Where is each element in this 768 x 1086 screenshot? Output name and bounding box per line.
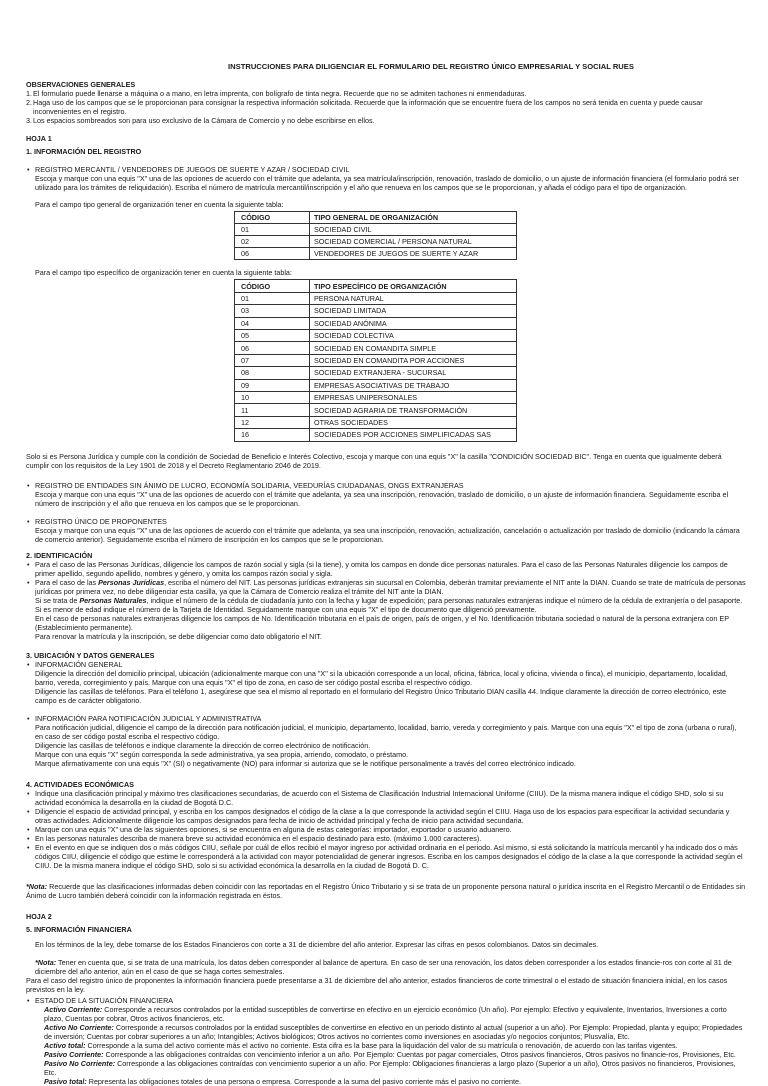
- bullet-dot: •: [27, 713, 30, 723]
- code-cell: 03: [235, 305, 310, 317]
- name-cell: SOCIEDAD EXTRANJERA - SUCURSAL: [310, 367, 517, 379]
- bullet-text: Diligencie las casillas de teléfonos e indique claramente la dirección de correo electrónico de notificación.: [35, 740, 371, 750]
- name-cell: PERSONA NATURAL: [310, 292, 517, 304]
- definition-item: [35, 1059, 746, 1077]
- item-number: 3.: [26, 116, 32, 126]
- bullet-text: Indique una clasificación principal y máximo tres clasificaciones secundarias, de acuerdo con el Sistema de Clasificación Industrial Internacional Uniforme (CIIU). De la misma manera indique el código SHD, solo si su actividad económica la desarrolla en la ciudad de Bogotá D.C.: [35, 788, 724, 807]
- table-row: [235, 367, 517, 379]
- list-item: [26, 834, 746, 843]
- section-2-heading: 2. IDENTIFICACIÓN: [26, 550, 93, 560]
- bullet-text: Marque con una equis "X" según corresponda la sede administrativa, ya sea propia, arriendo, comodato, o préstamo.: [35, 749, 409, 759]
- bullet-identificacion-2: [26, 578, 746, 641]
- bullet-text: En el evento en que se indiquen dos o más códigos CIIU, señale por cuál de ellos recibió el mayor ingreso por actividad ordinaria en el periodo. Así mismo, si está solicitando la matrícula mercantil y ha indicado dos o más códigos CIIU, diligencie el código que estime le corresponderá a la actividad con mayor potencialidad de generar ingresos. Escriba en los campos designados el código de la clase a la que corresponde la actividad según el CIIU. De la misma manera indique el código SHD, solo si su actividad económica la desarrolla en la ciudad de Bogotá D. C.: [35, 842, 743, 870]
- bullet-text: [35, 578, 746, 596]
- table-row: [235, 248, 517, 260]
- bullet-informacion-general: [26, 660, 746, 705]
- bullet-text: Marque con una equis "X" una de las siguientes opciones, si se encuentra en alguna de estas categorías: importador, exportador o usuario aduanero.: [35, 824, 512, 834]
- definition-text: Representa las obligaciones totales de una persona o empresa. Corresponde a la suma del pasivo corriente más el pasivo no corriente.: [86, 1076, 522, 1086]
- bullet-heading: REGISTRO MERCANTIL / VENDEDORES DE JUEGOS DE SUERTE Y AZAR / SOCIEDAD CIVIL: [35, 165, 350, 175]
- bullet-esal: [26, 481, 746, 508]
- code-cell: 12: [235, 416, 310, 428]
- item-number: 1.: [26, 89, 32, 99]
- definition-item: [35, 1050, 746, 1059]
- observaciones-list: [26, 89, 746, 125]
- bullet-dot: •: [27, 788, 30, 798]
- bullet-text: Diligencie las casillas de teléfonos. Para el teléfono 1, asegúrese que sea el mismo al reportado en el formulario del Registro Único Tributario DIAN casilla 44. Indique claramente la dirección de correo electrónico, este campo es de carácter obligatorio.: [35, 686, 727, 705]
- code-cell: 05: [235, 330, 310, 342]
- header-cell: CÓDIGO: [235, 212, 310, 224]
- table-row: [235, 236, 517, 248]
- section-5-heading: 5. INFORMACIÓN FINANCIERA: [26, 924, 132, 934]
- code-cell: 01: [235, 224, 310, 236]
- section-1-heading: 1. INFORMACIÓN DEL REGISTRO: [26, 147, 142, 157]
- bullet-text: En las personas naturales describa de manera breve su actividad económica en el espacio destinado para esto. (máximo 1.000 caracteres).: [35, 833, 482, 843]
- bullet-dot: •: [27, 480, 30, 490]
- sociedad-bic-paragraph: Solo si es Persona Jurídica y cumple con la condición de Sociedad de Beneficio e Interés Colectivo, escoja y marque con una equis "X" la casilla "CONDICIÓN SOCIEDAD BIC". Tenga en cuenta que igualmente deberá cumplir con los requisitos de la Ley 1901 de 2018 y el Decreto Reglamentario 2046 de 2019.: [26, 451, 722, 470]
- definition-text: Corresponde a la suma del activo corriente más el activo no corriente. Esta cifra es la base para la liquidación del valor de su matrícula o renovación, de acuerdo con las tarifas vigentes.: [85, 1040, 678, 1050]
- name-cell: SOCIEDAD EN COMANDITA SIMPLE: [310, 342, 517, 354]
- bullet-text: En el caso de personas naturales extranjeras diligencie los campos de No. Identificación tributaria en el país de origen, país de origen, y el No. Identificación tributaria sociedad o natural de la persona extranjera con EP (Establecimiento permanente).: [35, 613, 729, 632]
- tipo-especifico-table: [234, 279, 517, 441]
- definition-text: Corresponde a las obligaciones contraídas con vencimiento superior a un año. Por Ejemplo: Obligaciones financieras a largo plazo (Superior a un año), Otros pasivos no financieros, Provisiones, Etc.: [44, 1058, 736, 1077]
- list-item: [26, 98, 746, 116]
- code-cell: 06: [235, 248, 310, 260]
- table-row: [235, 379, 517, 391]
- item-number: 2.: [26, 98, 32, 108]
- bullet-text: Escoja y marque con una equis "X" una de las opciones de acuerdo con el trámite que adelanta, ya sea una inscripción, renovación, traslado de domicilio, o un ajuste de información financiera. Seguidamente escriba el número de inscripción y el año que renueva en los campos que se le proporcionan.: [35, 489, 729, 508]
- bullet-dot: •: [27, 577, 30, 587]
- bullet-registro-mercantil: [26, 165, 746, 192]
- code-cell: 01: [235, 292, 310, 304]
- bullet-identificacion-1: [26, 560, 746, 578]
- bullet-dot: •: [27, 824, 30, 834]
- code-cell: 07: [235, 354, 310, 366]
- bullet-dot: •: [27, 806, 30, 816]
- table-row: [235, 224, 517, 236]
- bullet-notificacion: [26, 714, 746, 768]
- bullet-dot: •: [27, 833, 30, 843]
- section-4-heading: 4. ACTIVIDADES ECONÓMICAS: [26, 779, 134, 789]
- table-row: [235, 392, 517, 404]
- bullet-heading: ESTADO DE LA SITUACIÓN FINANCIERA: [35, 995, 174, 1005]
- text-run: , escriba el número del NIT. Las personas jurídicas extranjeras sin sucursal en Colombia, deberán tramitar previamente el NIT ante la DIAN. Cuando se trate de matrícula de personas jurídicas por primera vez, no debe diligenciar esta casilla, ya que la Cámara de Comercio realiza el trámite del NIT ante la DIAN.: [35, 577, 746, 596]
- definition-item: [35, 1005, 746, 1023]
- code-cell: 10: [235, 392, 310, 404]
- code-cell: 02: [235, 236, 310, 248]
- name-cell: SOCIEDADES POR ACCIONES SIMPLIFICADAS SAS: [310, 429, 517, 441]
- definition-term: Activo Corriente:: [44, 1004, 103, 1014]
- bullet-heading: REGISTRO ÚNICO DE PROPONENTES: [35, 516, 167, 526]
- bullet-text: Para renovar la matrícula y la inscripción, se debe diligenciar como dato obligatorio el NIT.: [35, 631, 322, 641]
- bullet-dot: •: [27, 165, 30, 175]
- name-cell: SOCIEDAD ANÓNIMA: [310, 317, 517, 329]
- emphasis-text: Personas Jurídicas: [98, 577, 165, 587]
- bullet-dot: •: [27, 516, 30, 526]
- list-item: [26, 116, 746, 125]
- bullet-dot: •: [27, 995, 30, 1005]
- bullet-text: [35, 596, 746, 614]
- bullet-heading: INFORMACIÓN GENERAL: [35, 659, 123, 669]
- header-cell: CÓDIGO: [235, 280, 310, 292]
- section-3-heading: 3. UBICACIÓN Y DATOS GENERALES: [26, 650, 155, 660]
- definition-term: Pasivo Corriente:: [44, 1049, 104, 1059]
- definition-term: Pasivo No Corriente:: [44, 1058, 116, 1068]
- bullet-heading: INFORMACIÓN PARA NOTIFICACIÓN JUDICIAL Y ADMINISTRATIVA: [35, 713, 262, 723]
- header-cell: TIPO ESPECÍFICO DE ORGANIZACIÓN: [310, 280, 517, 292]
- name-cell: SOCIEDAD CIVIL: [310, 224, 517, 236]
- tipo-general-table: [234, 211, 517, 260]
- code-cell: 06: [235, 342, 310, 354]
- bullet-dot: •: [27, 842, 30, 852]
- list-item: [26, 825, 746, 834]
- definition-term: Activo total:: [44, 1040, 86, 1050]
- definition-text: Corresponde a recursos controlados por la entidad susceptibles de convertirse en efectivo en un ejercicio económico (Un año). Por ejemplo: Efectivo y equivalente, Inventarios, Inversiones a corto plazo, Cuentas por cobrar, Otros activos financieros, etc.: [44, 1004, 727, 1023]
- note-label: *Nota:: [35, 957, 57, 967]
- table-header-row: [235, 212, 517, 224]
- item-text: El formulario puede llenarse a máquina o a mano, en letra imprenta, con bolígrafo de tinta negra. Recuerde que no se admiten tachones ni enmendaduras.: [33, 89, 527, 99]
- bullet-text: Diligencie el espacio de actividad principal, y escriba en los campos designados el código de la clase a la que corresponde la actividad según el CIIU. Haga uso de los espacios para especificar la actividad secundaria y otras actividades. Adicionalmente diligencie los campos designados para fecha de inicio de actividad principal y fecha de inicio para actividad secundaria.: [35, 806, 730, 825]
- observaciones-heading: OBSERVACIONES GENERALES: [26, 80, 136, 90]
- name-cell: OTRAS SOCIEDADES: [310, 416, 517, 428]
- table-row: [235, 292, 517, 304]
- bullet-heading: REGISTRO DE ENTIDADES SIN ÁNIMO DE LUCRO, ECONOMÍA SOLIDARIA, VEEDURÍAS CIUDADANAS, ONGS EXTRANJERAS: [35, 480, 464, 490]
- code-cell: 04: [235, 317, 310, 329]
- bullet-dot: •: [27, 559, 30, 569]
- definition-term: Activo No Corriente:: [44, 1022, 114, 1032]
- code-cell: 16: [235, 429, 310, 441]
- definition-text: Corresponde a recursos controlados por la entidad susceptibles de convertirse en efectivo en un periodo distinto al actual (superior a un año). Por Ejemplo: Propiedad, planta y equipo; Propiedades de inversión; Cuentas por cobrar superiores a un año; Intangibles; Activos biológicos; Otros activos no corrientes como inversiones en asociadas y/o negocios conjuntos; Plusvalía, Etc.: [44, 1022, 743, 1041]
- name-cell: EMPRESAS ASOCIATIVAS DE TRABAJO: [310, 379, 517, 391]
- nota-paragraph: [26, 882, 746, 900]
- note-label: *Nota:: [26, 881, 48, 891]
- bullet-situacion-financiera: [26, 996, 746, 1086]
- table-row: [235, 317, 517, 329]
- text-run: Para el caso de las: [35, 577, 99, 587]
- note-text: Recuerde que las clasificaciones informadas deben coincidir con las reportadas en el Registro Único Tributario y si se trata de un proponente persona natural o jurídica inscrita en el Registro Mercantil o de Entidades sin Ánimo de Lucro también deberá coincidir con la información registrada en éstos.: [26, 881, 746, 900]
- bullet-dot: •: [27, 659, 30, 669]
- name-cell: VENDEDORES DE JUEGOS DE SUERTE Y AZAR: [310, 248, 517, 260]
- bullet-text: Escoja y marque con una equis "X" una de las opciones de acuerdo con el trámite que adelanta, ya sea matrícula/inscripción, renovación, traslado de domicilio, o un ajuste de información financiera (el formulario podrá ser utilizado para los trámites de reliquidación). Escriba el número de matrícula mercantil/inscripción y el año que renueva en los campos que se le proporcionan, y añada el código para el tipo de organización.: [35, 174, 739, 193]
- proponentes-paragraph: Para el caso del registro único de proponentes la información financiera puede presentarse a 31 de diciembre del año anterior, estados financieros de corte trimestral o el estado de situación financiera inicial, en los casos previstos en la ley.: [26, 975, 728, 994]
- table-row: [235, 354, 517, 366]
- note-text: Tener en cuenta que, si se trata de una matrícula, los datos deben corresponder al balance de apertura. En caso de ser una renovación, los datos deben corresponder a los estados financie-ros con corte al 31 de diciembre del año anterior, aún en el caso de que se haga cortes semestrales.: [35, 957, 732, 976]
- table-row: [235, 330, 517, 342]
- definition-text: Corresponde a las obligaciones contraídas con vencimiento inferior a un año. Por Ejemplo: Cuentas por pagar comerciales, Otros pasivos financieros, Otros pasivos no financie-ros, Provisiones, Etc.: [103, 1049, 736, 1059]
- table-row: [235, 342, 517, 354]
- table-header-row: [235, 280, 517, 292]
- bullet-text: Escoja y marque con una equis "X" una de las opciones de acuerdo con el trámite que adelanta, ya sea una inscripción, renovación, actualización, cancelación o actualización por traslado de domicilio (indicando la cámara de comercio anterior). Seguidamente escriba el número de inscripción en los campos que se le proporcionan.: [35, 525, 740, 544]
- header-cell: TIPO GENERAL DE ORGANIZACIÓN: [310, 212, 517, 224]
- hoja-2-label: HOJA 2: [26, 911, 52, 921]
- name-cell: SOCIEDAD COMERCIAL / PERSONA NATURAL: [310, 236, 517, 248]
- code-cell: 09: [235, 379, 310, 391]
- definition-item: [35, 1023, 746, 1041]
- bullet-text: Para el caso de las Personas Jurídicas, diligencie los campos de razón social y sigla (si la tiene), y omita los campos en donde dice personas naturales. Para el caso de las Personas Naturales diligencie los campos de primer apellido, segundo apellido, nombres y género, y omita los campos razón social y sigla.: [35, 559, 728, 578]
- table-row: [235, 416, 517, 428]
- list-item: [26, 89, 746, 98]
- name-cell: EMPRESAS UNIPERSONALES: [310, 392, 517, 404]
- emphasis-text: Personas Naturales: [79, 595, 147, 605]
- definition-item: [35, 1077, 746, 1086]
- table-2-intro: Para el campo tipo específico de organización tener en cuenta la siguiente tabla:: [35, 268, 292, 278]
- financiera-paragraph: En los términos de la ley, debe tomarse de los Estados Financieros con corte a 31 de diciembre del año anterior. Expresar las cifras en pesos colombianos. Datos sin decimales.: [35, 939, 599, 949]
- item-text: Haga uso de los campos que se le proporcionan para consignar la respectiva información solicitada. Recuerde que la información que se encuentre fuera de los campos no será tenida en cuenta y puede causar inconvenientes en el registro.: [33, 98, 703, 117]
- bullet-text: Para notificación judicial, diligencie el campo de la dirección para notificación judicial, el municipio, departamento, localidad, barrio, vereda y corregimiento y país. Marque con una equis "X" el tipo de zona (urbana o rural), en caso de ser código postal escriba el respectivo código.: [35, 722, 737, 741]
- name-cell: SOCIEDAD COLECTIVA: [310, 330, 517, 342]
- bullet-text: Diligencie la dirección del domicilio principal, ubicación (adicionalmente marque con una "X" si la ubicación corresponde a un local, oficina, fábrica, local y oficina, vivienda o finca), el municipio, departamento, localidad, barrio, vereda, corregimiento y país. Marque con una equis "X" el tipo de zona, en caso de ser código postal escriba el respectivo código.: [35, 668, 728, 687]
- list-item: [26, 807, 746, 825]
- bullet-text: Marque afirmativamente con una equis "X" (SI) o negativamente (NO) para informar si autoriza que se le notifique personalmente a través del correo electrónico indicado.: [35, 758, 576, 768]
- name-cell: SOCIEDAD AGRARIA DE TRANSFORMACIÓN: [310, 404, 517, 416]
- code-cell: 08: [235, 367, 310, 379]
- list-item: [26, 789, 746, 807]
- list-item: [26, 843, 746, 870]
- name-cell: SOCIEDAD EN COMANDITA POR ACCIONES: [310, 354, 517, 366]
- table-row: [235, 404, 517, 416]
- document-title: INSTRUCCIONES PARA DILIGENCIAR EL FORMULARIO DEL REGISTRO ÚNICO EMPRESARIAL Y SOCIAL RUES: [228, 62, 634, 71]
- bullet-proponentes: [26, 517, 746, 544]
- name-cell: SOCIEDAD LIMITADA: [310, 305, 517, 317]
- text-run: Si se trata de: [35, 595, 80, 605]
- definition-item: [35, 1041, 746, 1050]
- code-cell: 11: [235, 404, 310, 416]
- definition-term: Pasivo total:: [44, 1076, 87, 1086]
- table-row: [235, 429, 517, 441]
- table-row: [235, 305, 517, 317]
- table-1-intro: Para el campo tipo general de organización tener en cuenta la siguiente tabla:: [35, 200, 284, 210]
- financiera-nota: [26, 958, 746, 976]
- text-run: , indique el número de la cédula de ciudadanía junto con la fecha y lugar de expedición; para personas naturales extranjeras indique el número de la cédula de extranjería o del pasaporte. Si es menor de edad indique el número de la Tarjeta de Identidad. Seguidamente marque con una equis "X" el tipo de documento que diligenció previamente.: [35, 595, 743, 614]
- item-text: Los espacios sombreados son para uso exclusivo de la Cámara de Comercio y no debe escribirse en ellos.: [33, 116, 375, 126]
- hoja-1-label: HOJA 1: [26, 134, 52, 144]
